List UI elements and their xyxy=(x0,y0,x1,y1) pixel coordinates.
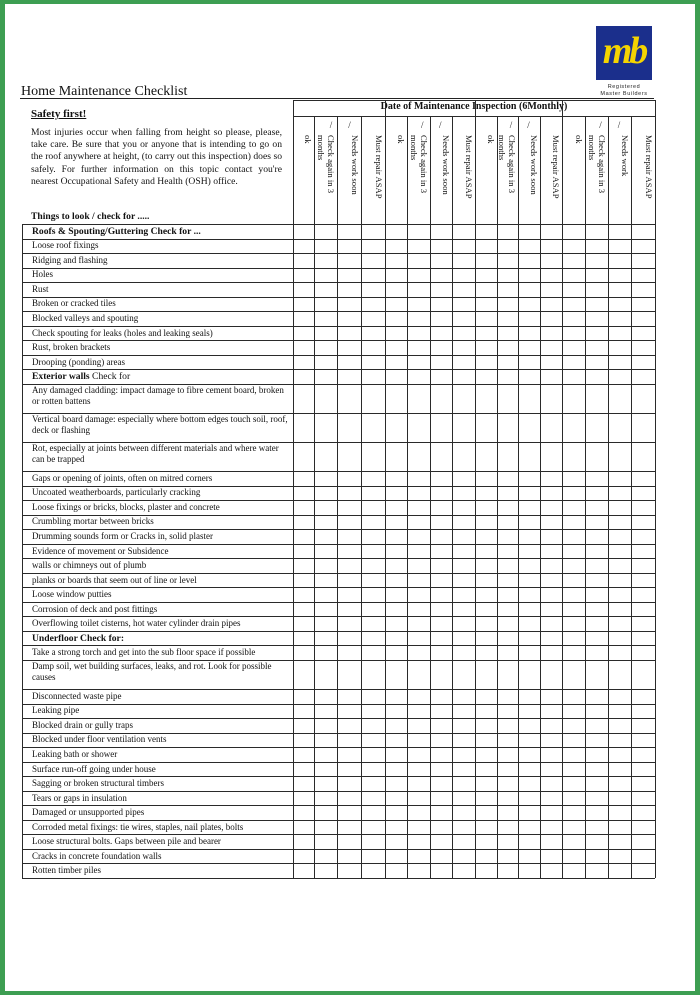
checklist-item: Blocked valleys and spouting xyxy=(32,312,139,323)
column-header-2: Check again in 3 months xyxy=(316,135,336,193)
checklist-item: Sagging or broken structural timbers xyxy=(32,778,164,789)
checklist-item: walls or chimneys out of plumb xyxy=(32,560,147,571)
checklist-item: Overflowing toilet cisterns, hot water cylinder drain pipes xyxy=(32,618,241,629)
checklist-item: Drooping (ponding) areas xyxy=(32,356,125,367)
column-divider xyxy=(631,116,632,878)
checklist-item: Holes xyxy=(32,269,53,280)
table-left-border xyxy=(22,224,23,878)
checklist-item: planks or boards that seem out of line or level xyxy=(32,574,197,585)
column-header-3: Needs work soon xyxy=(350,135,360,195)
column-header-1: ok xyxy=(303,135,313,144)
section-heading-text: Exterior walls xyxy=(32,371,90,383)
safety-paragraph: Most injuries occur when falling from height so please, please, take care. Be sure that you or anyone that is intending to go on the roof anywhere at height, (to carry out this inspection) does so safely. For further information on this topic contact you're nearest Occupational Safety and Health (OSH) office. xyxy=(31,127,282,187)
checklist-item: Take a strong torch and get into the sub floor space if possible xyxy=(32,647,256,658)
checklist-item: Rot, especially at joints between different materials and where water can be trapped xyxy=(32,443,279,464)
checklist-item: Vertical board damage: especially where bottom edges touch soil, roof, deck or flashing xyxy=(32,413,288,435)
checklist-item: Gaps or opening of joints, often on mitred corners xyxy=(32,472,213,483)
checklist-item: Rust xyxy=(32,283,49,294)
column-divider xyxy=(540,116,541,878)
column-header-9: ok xyxy=(486,135,496,144)
column-divider xyxy=(361,116,362,878)
column-divider xyxy=(337,116,338,878)
column-divider xyxy=(314,116,315,878)
checklist-item: Loose structural bolts. Gaps between pile and bearer xyxy=(32,836,221,847)
date-slash: / xyxy=(509,120,513,130)
column-header-7: Needs work soon xyxy=(441,135,451,195)
date-slash: / xyxy=(599,120,602,130)
date-slash: / xyxy=(329,120,333,130)
things-to-check-label: Things to look / check for ..... xyxy=(31,211,150,222)
date-slash: / xyxy=(527,120,530,130)
section-heading-suffix: Check for xyxy=(89,371,131,383)
row-divider xyxy=(22,878,655,879)
date-slash: / xyxy=(439,120,442,130)
column-header-8: Must repair ASAP xyxy=(464,135,474,199)
checklist-item: Leaking bath or shower xyxy=(32,748,118,759)
column-header-6: Check again in 3 months xyxy=(409,135,429,193)
column-divider xyxy=(585,116,586,878)
column-header-5: ok xyxy=(396,135,406,144)
section-heading: Roofs & Spouting/Guttering Check for ... xyxy=(32,225,201,237)
inspection-date-header: Date of Maintenance Inspection (6Monthly) xyxy=(380,101,568,112)
column-header-12: Must repair ASAP xyxy=(551,135,561,199)
checklist-item: Loose roof fixings xyxy=(32,240,99,251)
checklist-item: Blocked under floor ventilation vents xyxy=(32,734,167,745)
column-divider xyxy=(608,116,609,878)
checklist-item: Crumbling mortar between bricks xyxy=(32,516,154,527)
column-header-16: Must repair ASAP xyxy=(644,135,654,199)
checklist-item: Disconnected waste pipe xyxy=(32,690,122,701)
checklist-item: Blocked drain or gully traps xyxy=(32,719,133,730)
checklist-item: Uncoated weatherboards, particularly cracking xyxy=(32,487,201,498)
checklist-item: Leaking pipe xyxy=(32,705,80,716)
column-header-15: Needs work xyxy=(620,135,630,177)
column-header-rule xyxy=(293,116,655,117)
safety-title: Safety first! xyxy=(31,108,87,120)
column-header-14: Check again in 3 months xyxy=(587,135,607,193)
column-divider xyxy=(430,116,431,878)
date-slash: / xyxy=(348,120,351,130)
column-header-10: Check again in 3 months xyxy=(497,135,517,193)
checklist-item: Loose fixings or bricks, blocks, plaster and concrete xyxy=(32,501,220,512)
checklist-item: Corrosion of deck and post fittings xyxy=(32,603,158,614)
checklist-item: Surface run-off going under house xyxy=(32,763,156,774)
logo-letters: mb xyxy=(602,30,646,72)
checklist-item: Drumming sounds form or Cracks in, solid plaster xyxy=(32,530,213,541)
logo-caption-line2: Master Builders xyxy=(600,91,648,97)
checklist-item: Check spouting for leaks (holes and leaking seals) xyxy=(32,327,213,338)
page-title: Home Maintenance Checklist xyxy=(21,84,188,99)
column-divider xyxy=(497,116,498,878)
master-builders-logo xyxy=(596,26,652,80)
column-header-11: Needs work soon xyxy=(529,135,539,195)
column-divider xyxy=(518,116,519,878)
checklist-item: Loose window putties xyxy=(32,589,112,600)
date-slash: / xyxy=(421,120,424,130)
checklist-item: Corroded metal fixings: tie wires, staples, nail plates, bolts xyxy=(32,821,244,832)
title-rule xyxy=(20,98,654,99)
checklist-item: Ridging and flashing xyxy=(32,254,108,265)
table-top-rule xyxy=(293,100,655,101)
section-heading: Underfloor Check for: xyxy=(32,632,125,644)
checklist-item: Rotten timber piles xyxy=(32,865,101,876)
date-slash: / xyxy=(617,120,621,130)
column-divider xyxy=(452,116,453,878)
checklist-item: Tears or gaps in insulation xyxy=(32,792,127,803)
column-header-4: Must repair ASAP xyxy=(374,135,384,199)
logo-caption-line1: Registered xyxy=(607,84,641,90)
column-header-13: ok xyxy=(574,135,584,144)
checklist-item: Evidence of movement or Subsidence xyxy=(32,545,169,556)
checklist-item: Rust, broken brackets xyxy=(32,342,111,353)
section-heading xyxy=(32,371,290,382)
checklist-item: Any damaged cladding: impact damage to fibre cement board, broken or rotten battens xyxy=(32,384,284,406)
checklist-item: Damaged or unsupported pipes xyxy=(32,807,145,818)
checklist-item: Damp soil, wet building surfaces, leaks, and rot. Look for possible causes xyxy=(32,661,272,682)
column-divider xyxy=(655,100,656,878)
column-divider xyxy=(407,116,408,878)
checklist-item: Cracks in concrete foundation walls xyxy=(32,850,162,861)
checklist-item: Broken or cracked tiles xyxy=(32,298,116,309)
